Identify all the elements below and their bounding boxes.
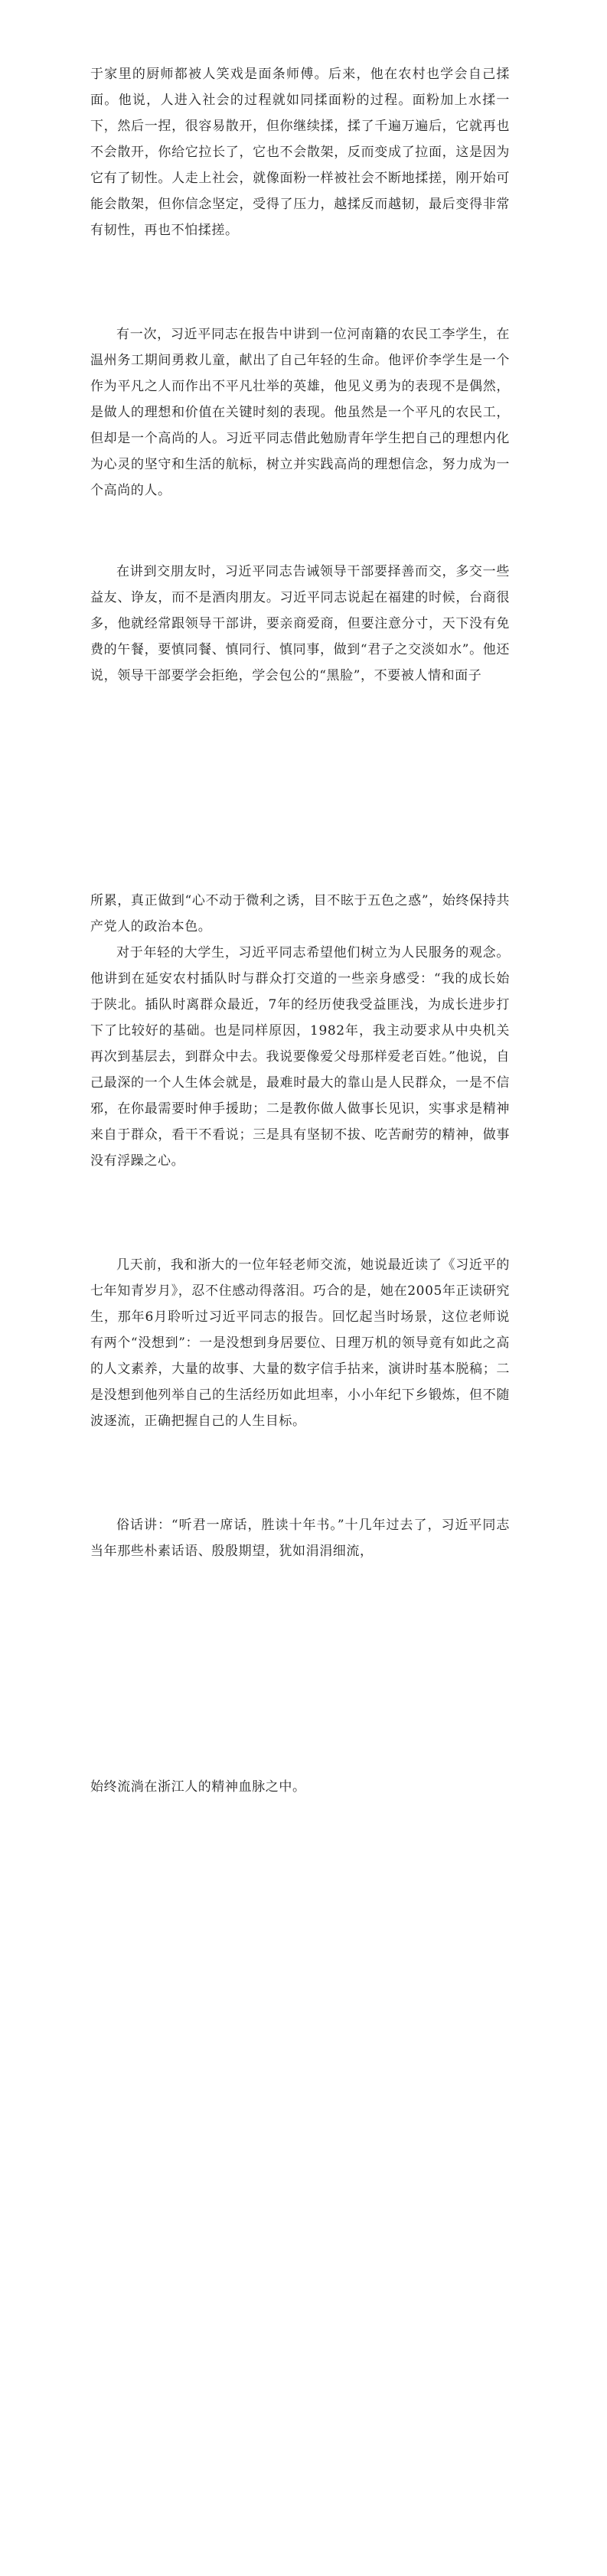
- paragraph-closing: 始终流淌在浙江人的精神血脉之中。: [90, 1779, 306, 1795]
- paragraph-young-teacher: 几天前，我和浙大的一位年轻老师交流，她说最近读了《习近平的七年知青岁月》，忍不住感动得落泪。巧合的是，她在2005年正读研究生，那年6月聆听过习近平同志的报告。回忆起当时场景，这位老师说有两个“没想到”：一是没想到身居要位、日理万机的领导竟有如此之高的人文素养，大量的故事、大量的数字信手拈来，演讲时基本脱稿；二是没想到他列举自己的生活经历如此坦率，小小年纪下乡锻炼，但不随波逐流，正确把握自己的人生目标。: [90, 1257, 510, 1429]
- paragraph-saying: 俗话讲：“听君一席话，胜读十年书。”十几年过去了，习近平同志当年那些朴素话语、殷殷期望，犹如涓涓细流，: [90, 1518, 510, 1559]
- paragraph-making-friends: 在讲到交朋友时，习近平同志告诫领导干部要择善而交，多交一些益友、诤友，而不是酒肉朋友。习近平同志说起在福建的时候，台商很多，他就经常跟领导干部讲，要亲商爱商，但要注意分寸，天下没有免费的午餐，要慎同餐、慎同行、慎同事，做到“君子之交淡如水”。他还说，领导干部要学会拒绝，学会包公的“黑脸”，不要被人情和面子: [90, 564, 510, 683]
- paragraph-political-integrity: 所累，真正做到“心不动于微利之诱，目不眩于五色之惑”，始终保持共产党人的政治本色。: [90, 893, 510, 934]
- paragraph-kneading-dough: 于家里的厨师都被人笑戏是面条师傅。后来，他在农村也学会自己揉面。他说，人进入社会的过程就如同揉面粉的过程。面粉加上水揉一下，然后一捏，很容易散开，但你继续揉，揉了千遍万遍后，它就再也不会散开，你给它拉长了，它也不会散架，反而变成了拉面，这是因为它有了韧性。人走上社会，就像面粉一样被社会不断地揉搓，刚开始可能会散架，但你信念坚定，受得了压力，越揉反而越韧，最后变得非常有韧性，再也不怕揉搓。: [90, 67, 510, 238]
- paragraph-li-xuesheng: 有一次，习近平同志在报告中讲到一位河南籍的农民工李学生，在温州务工期间勇救儿童，献出了自己年轻的生命。他评价李学生是一个作为平凡之人而作出不平凡壮举的英雄，他见义勇为的表现不是偶然，是做人的理想和价值在关键时刻的表现。他虽然是一个平凡的农民工，但却是一个高尚的人。习近平同志借此勉励青年学生把自己的理想内化为心灵的坚守和生活的航标，树立并实践高尚的理想信念，努力成为一个高尚的人。: [90, 327, 510, 498]
- paragraph-serving-people: 对于年轻的大学生，习近平同志希望他们树立为人民服务的观念。他讲到在延安农村插队时与群众打交道的一些亲身感受：“我的成长始于陕北。插队时离群众最近，7年的经历使我受益匪浅，为成长进步打下了比较好的基础。也是同样原因，1982年，我主动要求从中央机关再次到基层去，到群众中去。我说要像爱父母那样爱老百姓。”他说，自己最深的一个人生体会就是，最难时最大的靠山是人民群众，一是不信邪，在你最需要时伸手援助；二是教你做人做事长见识，实事求是精神来自于群众，看干不看说；三是具有坚韧不拔、吃苦耐劳的精神，做事没有浮躁之心。: [90, 945, 510, 1169]
